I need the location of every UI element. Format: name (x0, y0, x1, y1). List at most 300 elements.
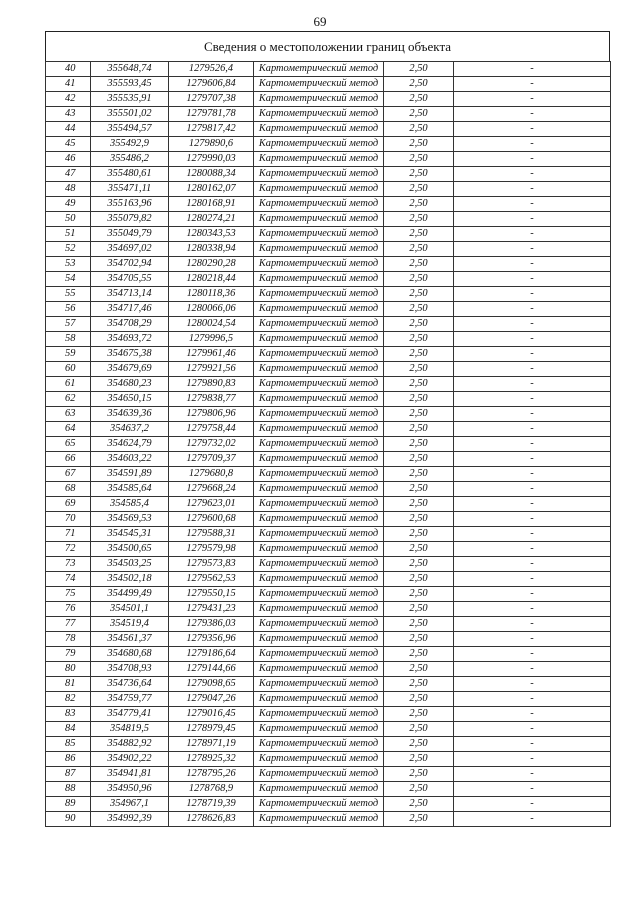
y-coordinate-cell: 1279144,66 (169, 662, 254, 677)
description-cell: - (454, 707, 611, 722)
point-number-cell: 50 (46, 212, 91, 227)
accuracy-cell: 2,50 (384, 812, 454, 827)
y-coordinate-cell: 1280024,54 (169, 317, 254, 332)
y-coordinate-cell: 1279668,24 (169, 482, 254, 497)
method-cell: Картометрический метод (254, 482, 384, 497)
table-row (46, 482, 611, 497)
description-cell: - (454, 677, 611, 692)
accuracy-cell: 2,50 (384, 422, 454, 437)
point-number-cell: 60 (46, 362, 91, 377)
x-coordinate-cell: 354639,36 (91, 407, 169, 422)
x-coordinate-cell: 355471,11 (91, 182, 169, 197)
method-cell: Картометрический метод (254, 812, 384, 827)
table-row (46, 242, 611, 257)
y-coordinate-cell: 1279562,53 (169, 572, 254, 587)
method-cell: Картометрический метод (254, 647, 384, 662)
point-number-cell: 82 (46, 692, 91, 707)
point-number-cell: 42 (46, 92, 91, 107)
description-cell: - (454, 812, 611, 827)
table-row (46, 272, 611, 287)
y-coordinate-cell: 1279996,5 (169, 332, 254, 347)
point-number-cell: 78 (46, 632, 91, 647)
method-cell: Картометрический метод (254, 137, 384, 152)
x-coordinate-cell: 354680,68 (91, 647, 169, 662)
accuracy-cell: 2,50 (384, 692, 454, 707)
point-number-cell: 74 (46, 572, 91, 587)
accuracy-cell: 2,50 (384, 572, 454, 587)
point-number-cell: 87 (46, 767, 91, 782)
y-coordinate-cell: 1279707,38 (169, 92, 254, 107)
description-cell: - (454, 797, 611, 812)
method-cell: Картометрический метод (254, 512, 384, 527)
description-cell: - (454, 767, 611, 782)
method-cell: Картометрический метод (254, 257, 384, 272)
method-cell: Картометрический метод (254, 317, 384, 332)
point-number-cell: 76 (46, 602, 91, 617)
x-coordinate-cell: 354519,4 (91, 617, 169, 632)
accuracy-cell: 2,50 (384, 677, 454, 692)
description-cell: - (454, 722, 611, 737)
x-coordinate-cell: 354941,81 (91, 767, 169, 782)
method-cell: Картометрический метод (254, 77, 384, 92)
description-cell: - (454, 737, 611, 752)
point-number-cell: 40 (46, 62, 91, 77)
accuracy-cell: 2,50 (384, 92, 454, 107)
accuracy-cell: 2,50 (384, 107, 454, 122)
table-row (46, 797, 611, 812)
accuracy-cell: 2,50 (384, 587, 454, 602)
x-coordinate-cell: 354693,72 (91, 332, 169, 347)
x-coordinate-cell: 354717,46 (91, 302, 169, 317)
y-coordinate-cell: 1279838,77 (169, 392, 254, 407)
method-cell: Картометрический метод (254, 227, 384, 242)
y-coordinate-cell: 1280088,34 (169, 167, 254, 182)
x-coordinate-cell: 354585,64 (91, 482, 169, 497)
x-coordinate-cell: 355648,74 (91, 62, 169, 77)
accuracy-cell: 2,50 (384, 182, 454, 197)
description-cell: - (454, 782, 611, 797)
accuracy-cell: 2,50 (384, 152, 454, 167)
accuracy-cell: 2,50 (384, 647, 454, 662)
table-row (46, 692, 611, 707)
x-coordinate-cell: 354697,02 (91, 242, 169, 257)
method-cell: Картометрический метод (254, 557, 384, 572)
y-coordinate-cell: 1279806,96 (169, 407, 254, 422)
table-row (46, 122, 611, 137)
table-row (46, 182, 611, 197)
y-coordinate-cell: 1279526,4 (169, 62, 254, 77)
y-coordinate-cell: 1279990,03 (169, 152, 254, 167)
table-row (46, 812, 611, 827)
method-cell: Картометрический метод (254, 677, 384, 692)
point-number-cell: 58 (46, 332, 91, 347)
x-coordinate-cell: 354680,23 (91, 377, 169, 392)
description-cell: - (454, 602, 611, 617)
table-row (46, 317, 611, 332)
x-coordinate-cell: 354503,25 (91, 557, 169, 572)
x-coordinate-cell: 354569,53 (91, 512, 169, 527)
accuracy-cell: 2,50 (384, 137, 454, 152)
accuracy-cell: 2,50 (384, 617, 454, 632)
method-cell: Картометрический метод (254, 122, 384, 137)
point-number-cell: 72 (46, 542, 91, 557)
x-coordinate-cell: 354967,1 (91, 797, 169, 812)
x-coordinate-cell: 354603,22 (91, 452, 169, 467)
table-row (46, 617, 611, 632)
method-cell: Картометрический метод (254, 602, 384, 617)
description-cell: - (454, 107, 611, 122)
method-cell: Картометрический метод (254, 92, 384, 107)
accuracy-cell: 2,50 (384, 767, 454, 782)
accuracy-cell: 2,50 (384, 62, 454, 77)
method-cell: Картометрический метод (254, 722, 384, 737)
table-row (46, 542, 611, 557)
x-coordinate-cell: 354500,65 (91, 542, 169, 557)
table-row (46, 677, 611, 692)
point-number-cell: 69 (46, 497, 91, 512)
description-cell: - (454, 422, 611, 437)
table-row (46, 497, 611, 512)
table-row (46, 257, 611, 272)
y-coordinate-cell: 1279781,78 (169, 107, 254, 122)
y-coordinate-cell: 1279579,98 (169, 542, 254, 557)
x-coordinate-cell: 355593,45 (91, 77, 169, 92)
description-cell: - (454, 197, 611, 212)
table-row (46, 377, 611, 392)
point-number-cell: 71 (46, 527, 91, 542)
description-cell: - (454, 212, 611, 227)
table-row (46, 782, 611, 797)
method-cell: Картометрический метод (254, 347, 384, 362)
point-number-cell: 67 (46, 467, 91, 482)
table-row (46, 767, 611, 782)
accuracy-cell: 2,50 (384, 362, 454, 377)
description-cell: - (454, 437, 611, 452)
method-cell: Картометрический метод (254, 797, 384, 812)
description-cell: - (454, 587, 611, 602)
y-coordinate-cell: 1280118,36 (169, 287, 254, 302)
description-cell: - (454, 137, 611, 152)
description-cell: - (454, 527, 611, 542)
point-number-cell: 51 (46, 227, 91, 242)
method-cell: Картометрический метод (254, 212, 384, 227)
accuracy-cell: 2,50 (384, 482, 454, 497)
description-cell: - (454, 452, 611, 467)
table-title: Сведения о местоположении границ объекта (45, 31, 610, 61)
point-number-cell: 49 (46, 197, 91, 212)
y-coordinate-cell: 1279732,02 (169, 437, 254, 452)
accuracy-cell: 2,50 (384, 707, 454, 722)
x-coordinate-cell: 354624,79 (91, 437, 169, 452)
accuracy-cell: 2,50 (384, 437, 454, 452)
x-coordinate-cell: 354637,2 (91, 422, 169, 437)
x-coordinate-cell: 354705,55 (91, 272, 169, 287)
x-coordinate-cell: 354819,5 (91, 722, 169, 737)
table-row (46, 407, 611, 422)
method-cell: Картометрический метод (254, 737, 384, 752)
description-cell: - (454, 542, 611, 557)
point-number-cell: 90 (46, 812, 91, 827)
point-number-cell: 46 (46, 152, 91, 167)
point-number-cell: 59 (46, 347, 91, 362)
accuracy-cell: 2,50 (384, 497, 454, 512)
y-coordinate-cell: 1280066,06 (169, 302, 254, 317)
accuracy-cell: 2,50 (384, 317, 454, 332)
y-coordinate-cell: 1279573,83 (169, 557, 254, 572)
y-coordinate-cell: 1279186,64 (169, 647, 254, 662)
description-cell: - (454, 482, 611, 497)
y-coordinate-cell: 1279047,26 (169, 692, 254, 707)
y-coordinate-cell: 1280162,07 (169, 182, 254, 197)
description-cell: - (454, 662, 611, 677)
accuracy-cell: 2,50 (384, 287, 454, 302)
description-cell: - (454, 557, 611, 572)
table-row (46, 287, 611, 302)
accuracy-cell: 2,50 (384, 122, 454, 137)
accuracy-cell: 2,50 (384, 542, 454, 557)
accuracy-cell: 2,50 (384, 407, 454, 422)
description-cell: - (454, 617, 611, 632)
x-coordinate-cell: 354502,18 (91, 572, 169, 587)
method-cell: Картометрический метод (254, 782, 384, 797)
table-row (46, 662, 611, 677)
x-coordinate-cell: 354902,22 (91, 752, 169, 767)
x-coordinate-cell: 355486,2 (91, 152, 169, 167)
method-cell: Картометрический метод (254, 242, 384, 257)
description-cell: - (454, 497, 611, 512)
method-cell: Картометрический метод (254, 542, 384, 557)
y-coordinate-cell: 1280168,91 (169, 197, 254, 212)
y-coordinate-cell: 1280338,94 (169, 242, 254, 257)
description-cell: - (454, 512, 611, 527)
method-cell: Картометрический метод (254, 287, 384, 302)
accuracy-cell: 2,50 (384, 332, 454, 347)
method-cell: Картометрический метод (254, 452, 384, 467)
description-cell: - (454, 752, 611, 767)
point-number-cell: 85 (46, 737, 91, 752)
table-row (46, 212, 611, 227)
point-number-cell: 80 (46, 662, 91, 677)
method-cell: Картометрический метод (254, 332, 384, 347)
point-number-cell: 61 (46, 377, 91, 392)
table-row (46, 77, 611, 92)
x-coordinate-cell: 355492,9 (91, 137, 169, 152)
table-row (46, 452, 611, 467)
table-row (46, 302, 611, 317)
description-cell: - (454, 377, 611, 392)
point-number-cell: 53 (46, 257, 91, 272)
x-coordinate-cell: 355049,79 (91, 227, 169, 242)
accuracy-cell: 2,50 (384, 722, 454, 737)
accuracy-cell: 2,50 (384, 512, 454, 527)
description-cell: - (454, 332, 611, 347)
point-number-cell: 83 (46, 707, 91, 722)
x-coordinate-cell: 354591,89 (91, 467, 169, 482)
description-cell: - (454, 242, 611, 257)
method-cell: Картометрический метод (254, 632, 384, 647)
x-coordinate-cell: 354759,77 (91, 692, 169, 707)
x-coordinate-cell: 354499,49 (91, 587, 169, 602)
method-cell: Картометрический метод (254, 302, 384, 317)
accuracy-cell: 2,50 (384, 272, 454, 287)
point-number-cell: 66 (46, 452, 91, 467)
table-row (46, 602, 611, 617)
y-coordinate-cell: 1279961,46 (169, 347, 254, 362)
accuracy-cell: 2,50 (384, 167, 454, 182)
point-number-cell: 89 (46, 797, 91, 812)
table-row (46, 707, 611, 722)
y-coordinate-cell: 1280274,21 (169, 212, 254, 227)
x-coordinate-cell: 354675,38 (91, 347, 169, 362)
description-cell: - (454, 257, 611, 272)
x-coordinate-cell: 355535,91 (91, 92, 169, 107)
description-cell: - (454, 152, 611, 167)
table-row (46, 737, 611, 752)
y-coordinate-cell: 1278971,19 (169, 737, 254, 752)
x-coordinate-cell: 355480,61 (91, 167, 169, 182)
y-coordinate-cell: 1279431,23 (169, 602, 254, 617)
description-cell: - (454, 392, 611, 407)
table-row (46, 632, 611, 647)
y-coordinate-cell: 1278626,83 (169, 812, 254, 827)
table-row (46, 527, 611, 542)
method-cell: Картометрический метод (254, 182, 384, 197)
method-cell: Картометрический метод (254, 107, 384, 122)
description-cell: - (454, 317, 611, 332)
x-coordinate-cell: 354713,14 (91, 287, 169, 302)
page-number: 69 (313, 14, 327, 29)
description-cell: - (454, 572, 611, 587)
point-number-cell: 77 (46, 617, 91, 632)
point-number-cell: 62 (46, 392, 91, 407)
table-row (46, 437, 611, 452)
method-cell: Картометрический метод (254, 437, 384, 452)
y-coordinate-cell: 1280218,44 (169, 272, 254, 287)
method-cell: Картометрический метод (254, 167, 384, 182)
table-row (46, 572, 611, 587)
boundary-coordinates-table (45, 61, 611, 827)
accuracy-cell: 2,50 (384, 377, 454, 392)
x-coordinate-cell: 354736,64 (91, 677, 169, 692)
description-cell: - (454, 287, 611, 302)
table-row (46, 167, 611, 182)
description-cell: - (454, 362, 611, 377)
table-row (46, 347, 611, 362)
description-cell: - (454, 467, 611, 482)
method-cell: Картометрический метод (254, 197, 384, 212)
accuracy-cell: 2,50 (384, 242, 454, 257)
accuracy-cell: 2,50 (384, 302, 454, 317)
x-coordinate-cell: 354779,41 (91, 707, 169, 722)
method-cell: Картометрический метод (254, 62, 384, 77)
point-number-cell: 70 (46, 512, 91, 527)
description-cell: - (454, 182, 611, 197)
accuracy-cell: 2,50 (384, 662, 454, 677)
accuracy-cell: 2,50 (384, 452, 454, 467)
table-row (46, 362, 611, 377)
method-cell: Картометрический метод (254, 152, 384, 167)
x-coordinate-cell: 355494,57 (91, 122, 169, 137)
point-number-cell: 79 (46, 647, 91, 662)
y-coordinate-cell: 1279356,96 (169, 632, 254, 647)
point-number-cell: 41 (46, 77, 91, 92)
point-number-cell: 68 (46, 482, 91, 497)
table-body (46, 62, 611, 827)
point-number-cell: 75 (46, 587, 91, 602)
description-cell: - (454, 632, 611, 647)
y-coordinate-cell: 1279890,6 (169, 137, 254, 152)
y-coordinate-cell: 1279890,83 (169, 377, 254, 392)
table-row (46, 107, 611, 122)
table-row (46, 152, 611, 167)
accuracy-cell: 2,50 (384, 527, 454, 542)
description-cell: - (454, 122, 611, 137)
x-coordinate-cell: 354950,96 (91, 782, 169, 797)
accuracy-cell: 2,50 (384, 227, 454, 242)
y-coordinate-cell: 1278795,26 (169, 767, 254, 782)
method-cell: Картометрический метод (254, 467, 384, 482)
y-coordinate-cell: 1279606,84 (169, 77, 254, 92)
y-coordinate-cell: 1280343,53 (169, 227, 254, 242)
method-cell: Картометрический метод (254, 377, 384, 392)
point-number-cell: 57 (46, 317, 91, 332)
y-coordinate-cell: 1279709,37 (169, 452, 254, 467)
accuracy-cell: 2,50 (384, 197, 454, 212)
accuracy-cell: 2,50 (384, 392, 454, 407)
accuracy-cell: 2,50 (384, 782, 454, 797)
x-coordinate-cell: 355163,96 (91, 197, 169, 212)
y-coordinate-cell: 1279550,15 (169, 587, 254, 602)
y-coordinate-cell: 1278768,9 (169, 782, 254, 797)
y-coordinate-cell: 1278925,32 (169, 752, 254, 767)
method-cell: Картометрический метод (254, 527, 384, 542)
table-row (46, 392, 611, 407)
x-coordinate-cell: 354585,4 (91, 497, 169, 512)
point-number-cell: 64 (46, 422, 91, 437)
x-coordinate-cell: 354708,93 (91, 662, 169, 677)
accuracy-cell: 2,50 (384, 347, 454, 362)
table-row (46, 722, 611, 737)
y-coordinate-cell: 1280290,28 (169, 257, 254, 272)
method-cell: Картометрический метод (254, 272, 384, 287)
table-row (46, 92, 611, 107)
table-row (46, 197, 611, 212)
table-row (46, 227, 611, 242)
description-cell: - (454, 302, 611, 317)
description-cell: - (454, 77, 611, 92)
method-cell: Картометрический метод (254, 392, 384, 407)
accuracy-cell: 2,50 (384, 557, 454, 572)
x-coordinate-cell: 354708,29 (91, 317, 169, 332)
y-coordinate-cell: 1279386,03 (169, 617, 254, 632)
method-cell: Картометрический метод (254, 707, 384, 722)
method-cell: Картометрический метод (254, 407, 384, 422)
table-row (46, 62, 611, 77)
y-coordinate-cell: 1279600,68 (169, 512, 254, 527)
table-row (46, 467, 611, 482)
x-coordinate-cell: 355501,02 (91, 107, 169, 122)
method-cell: Картометрический метод (254, 767, 384, 782)
point-number-cell: 84 (46, 722, 91, 737)
description-cell: - (454, 347, 611, 362)
y-coordinate-cell: 1279098,65 (169, 677, 254, 692)
x-coordinate-cell: 354650,15 (91, 392, 169, 407)
point-number-cell: 56 (46, 302, 91, 317)
method-cell: Картометрический метод (254, 617, 384, 632)
point-number-cell: 47 (46, 167, 91, 182)
description-cell: - (454, 227, 611, 242)
table-row (46, 557, 611, 572)
